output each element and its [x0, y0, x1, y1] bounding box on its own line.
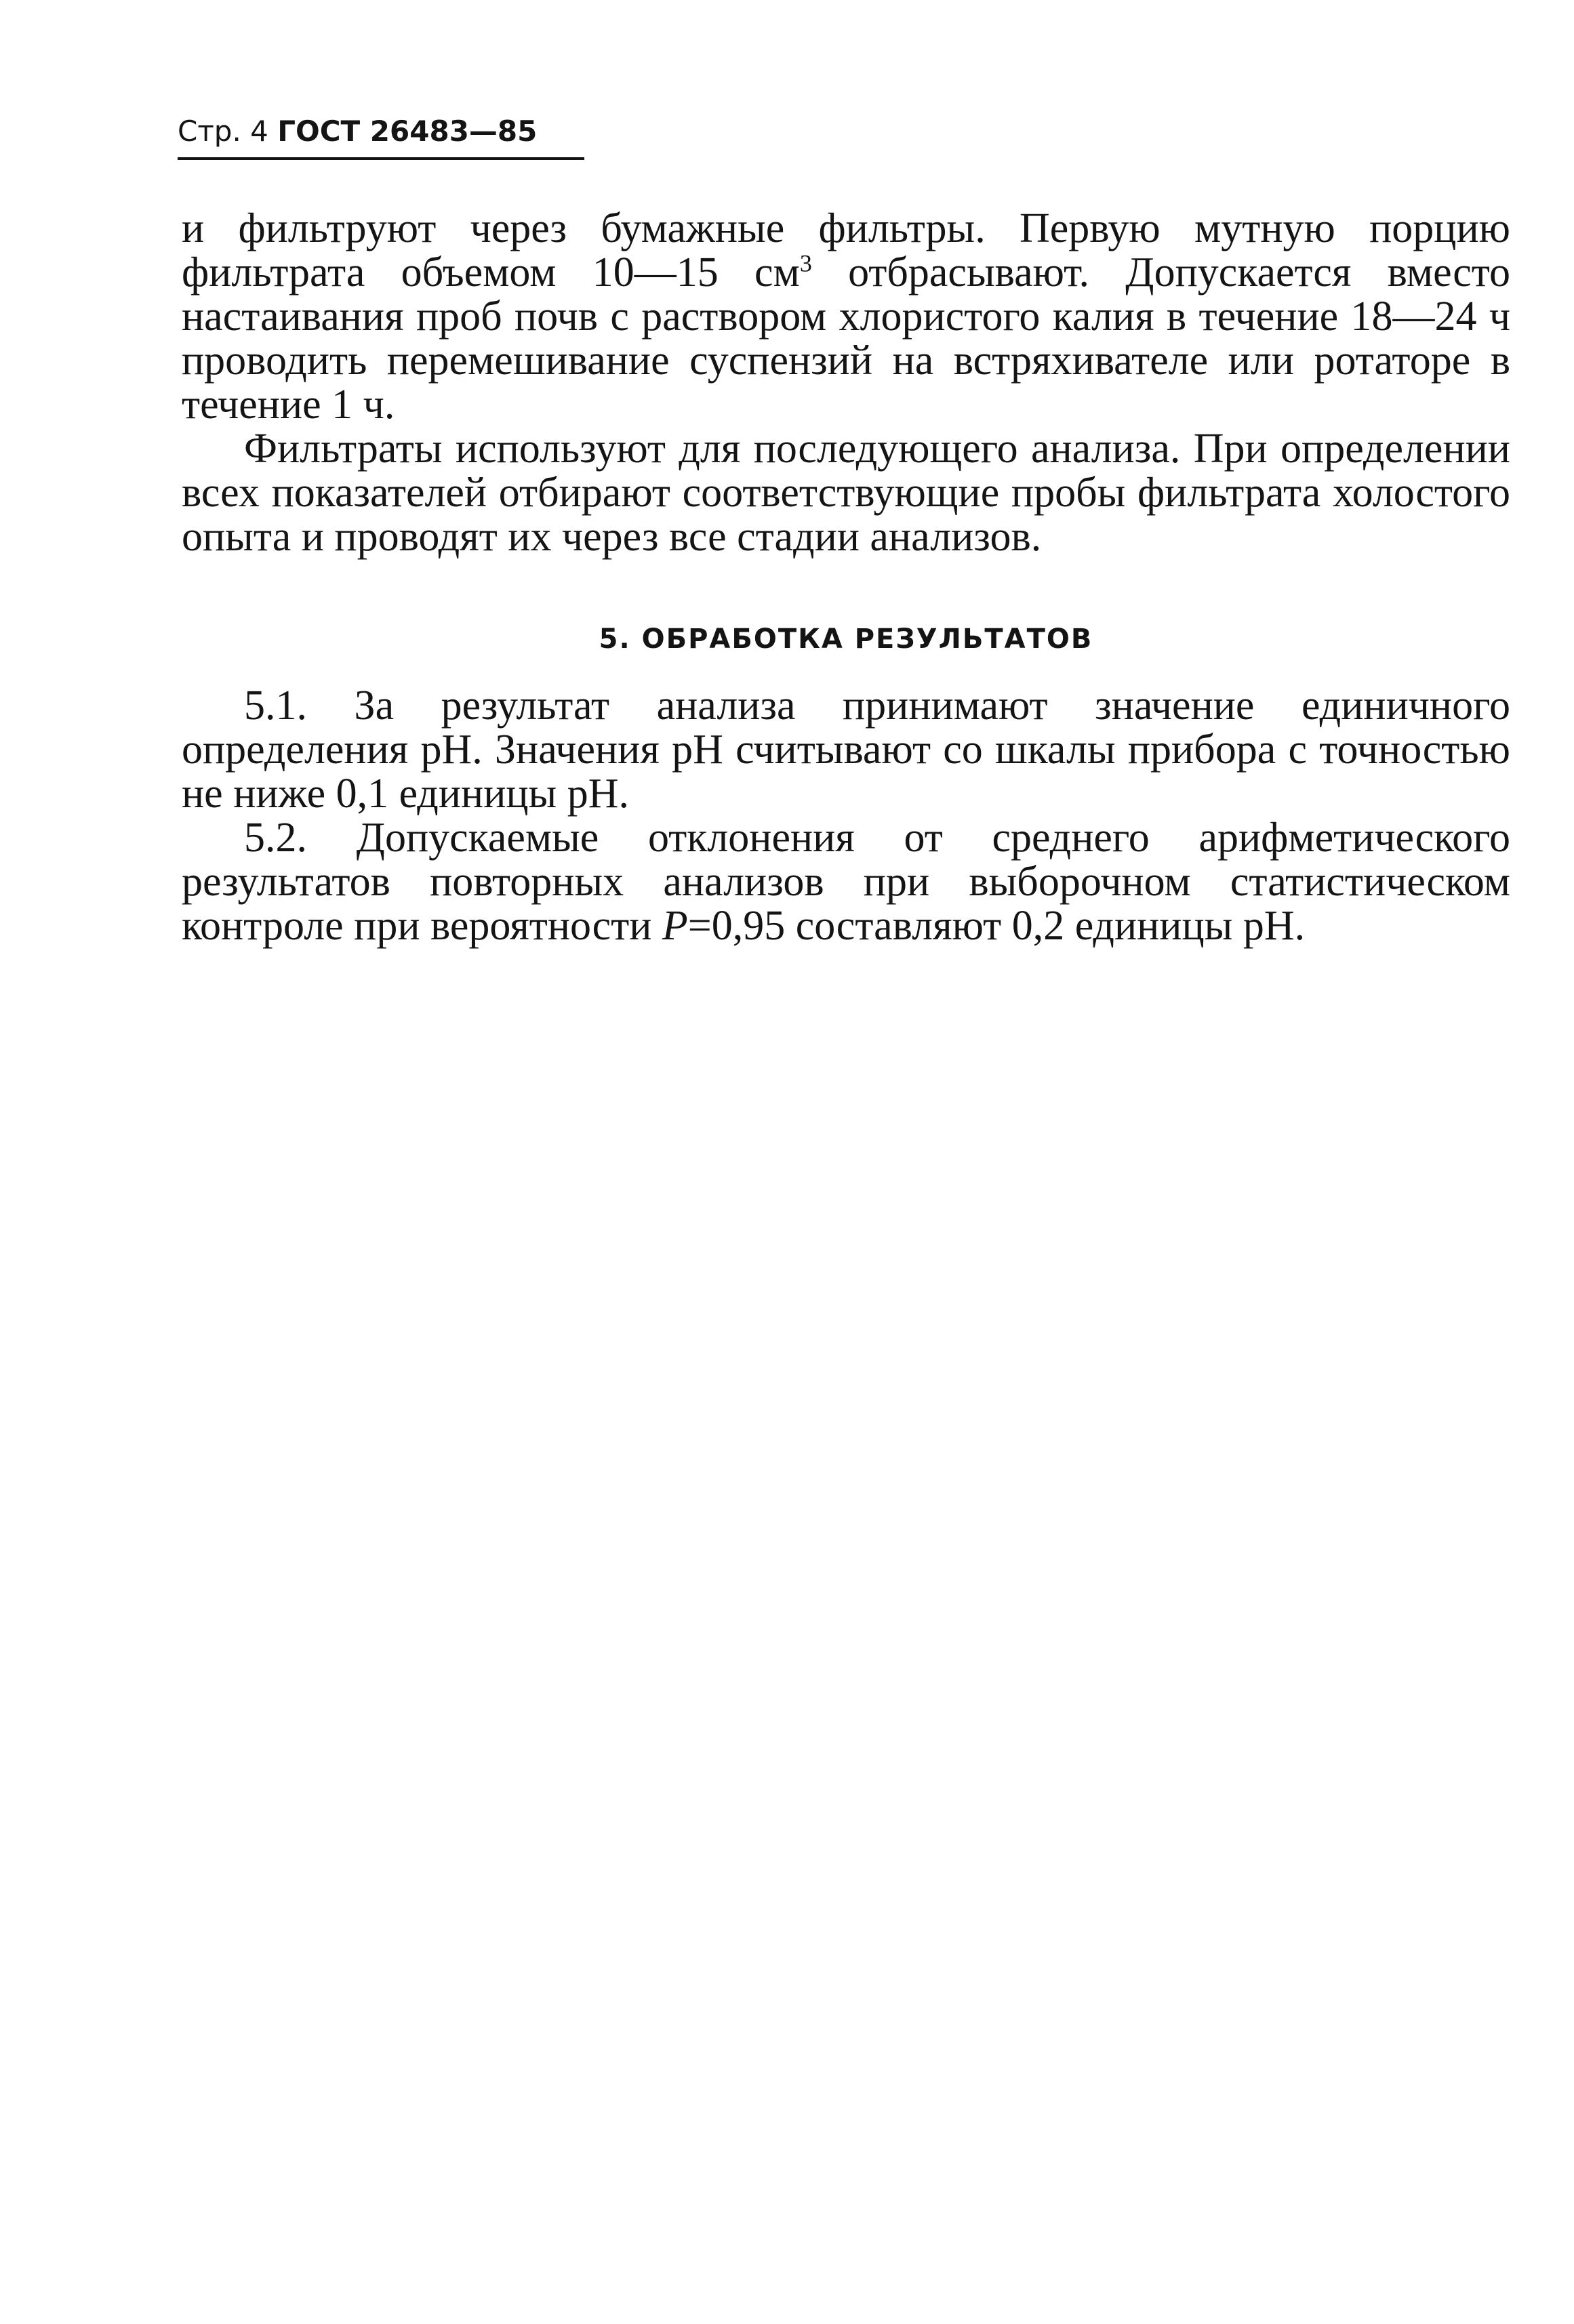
superscript-3: 3	[799, 249, 812, 277]
paragraph-5-2: 5.2. Допускаемые отклонения от среднего арифметического результатов повторных анализов при выборочном статистическом контроле при вероятности P=0,95 составляют 0,2 единицы рН.	[182, 815, 1510, 949]
paragraph-filtrates: Фильтраты используют для последующего анализа. При определении всех показателей отбирают соответствующие пробы фильтрата холостого опыта и проводят их через все стадии анализов.	[182, 426, 1510, 560]
page-number: Стр. 4	[178, 115, 268, 148]
page-header	[178, 114, 537, 149]
header-rule	[178, 157, 584, 160]
document-body	[182, 207, 1510, 948]
section-heading: 5. ОБРАБОТКА РЕЗУЛЬТАТОВ	[599, 624, 1093, 655]
paragraph-5-1: 5.1. За результат анализа принимают значение единичного определения рН. Значения рН считывают со шкалы прибора с точностью не ниже 0,1 единицы рН.	[182, 682, 1510, 817]
probability-variable: P	[662, 903, 688, 949]
document-id: ГОСТ 26483—85	[277, 115, 538, 148]
paragraph-filtering: и фильтруют через бумажные фильтры. Первую мутную порцию фильтрата объемом 10—15 $см^3$ отбрасывают. Допускается вместо настаивания проб почв с раствором хлористого калия в течение 18—24 ч проводить перемешивание суспензий на встряхивателе или ротаторе в течение 1 ч.	[182, 205, 1510, 428]
